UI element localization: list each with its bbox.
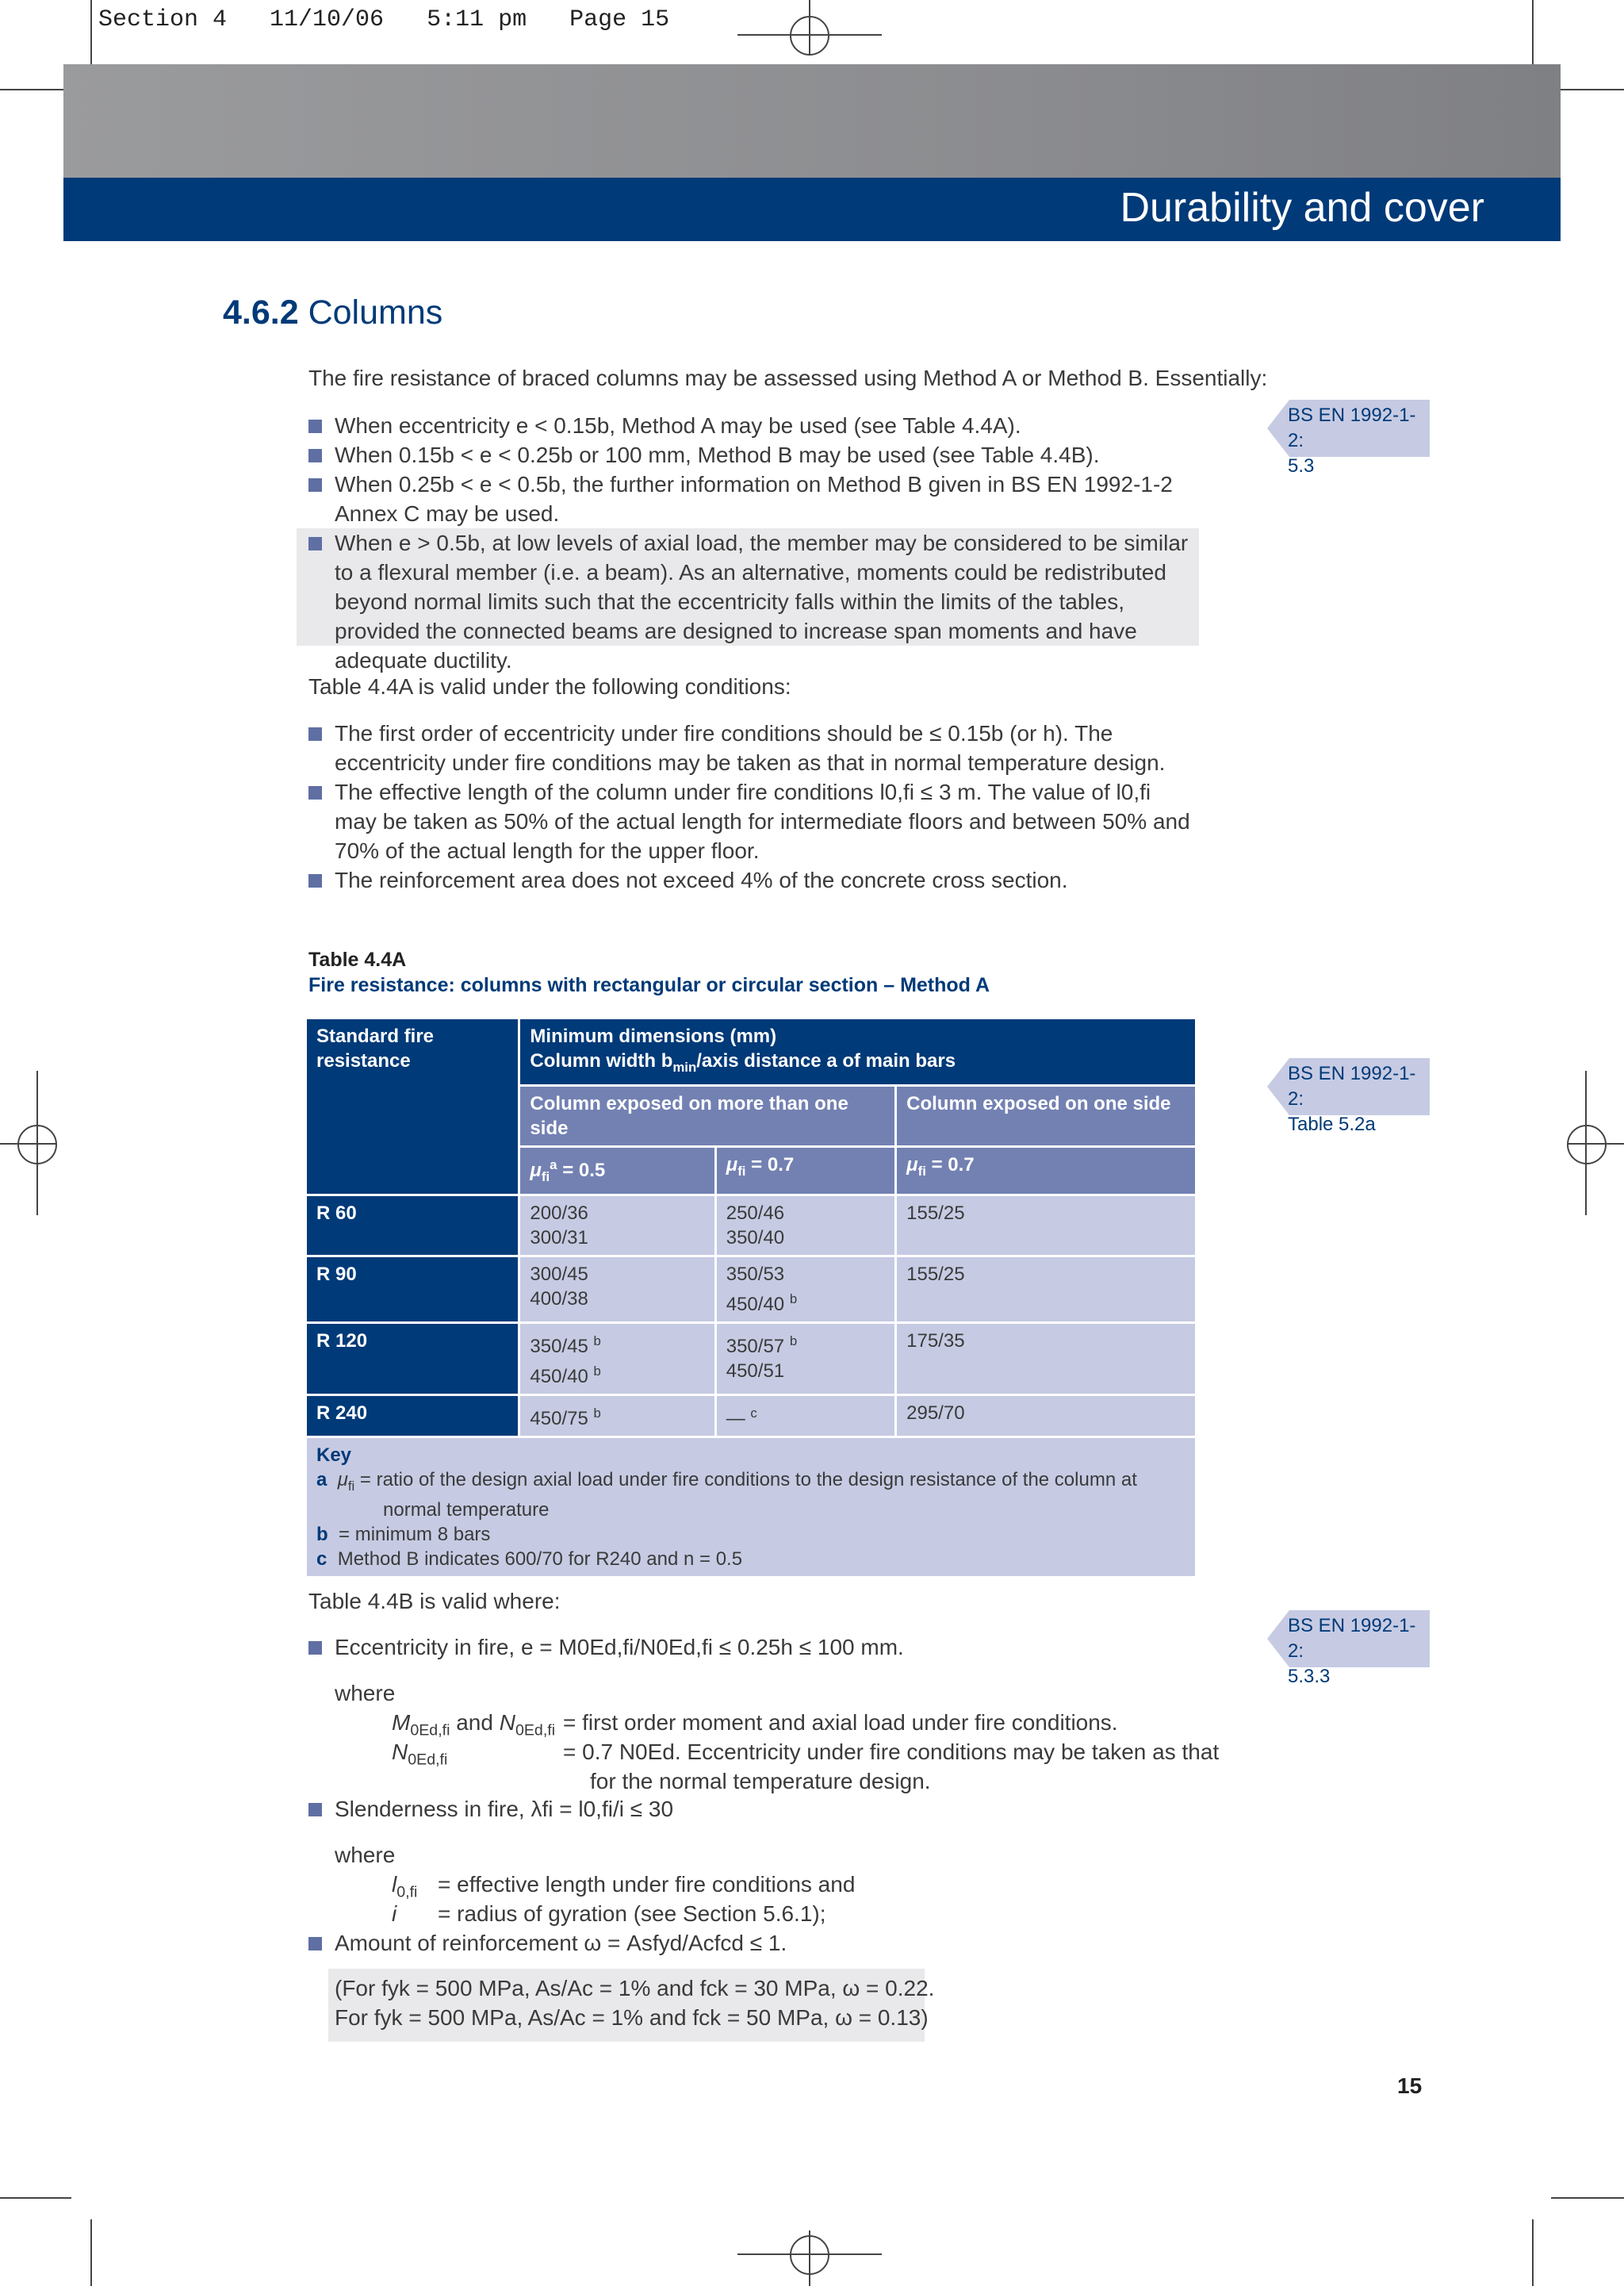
list-item-text: The effective length of the column under fire conditions l0,fi ≤ 3 m. The value of l0,fi may be taken as 50% of the actual length for intermediate floors and between 50% and 70% of the actual length for the upper floor. bbox=[335, 780, 1190, 863]
list-item-text: The reinforcement area does not exceed 4% of the concrete cross section. bbox=[335, 868, 1068, 892]
bullet-square bbox=[308, 1937, 322, 1950]
list-item bbox=[308, 1928, 1197, 1958]
where-label: where bbox=[335, 1681, 396, 1705]
crop-mark bbox=[1551, 2197, 1624, 2199]
crop-mark bbox=[1551, 89, 1624, 90]
header-mu-fi-1: $\mu_{fi}^a = 0.5$ bbox=[519, 1146, 715, 1195]
bullet-square bbox=[308, 727, 322, 741]
paragraph-table4b-validity: Table 4.4B is valid where: bbox=[308, 1589, 561, 1613]
table-cell: 155/25 bbox=[896, 1195, 1197, 1256]
table-row bbox=[306, 1195, 1197, 1256]
key-c: c Method B indicates 600/70 for R240 and n = 0.5 bbox=[316, 1548, 743, 1571]
row-label: R 120 bbox=[306, 1322, 519, 1394]
table-row bbox=[306, 1322, 1197, 1394]
list-item bbox=[308, 1632, 1197, 1662]
crop-mark bbox=[1532, 2219, 1534, 2286]
definition: = radius of gyration (see Section 5.6.1); bbox=[438, 1901, 826, 1926]
table-cell: 250/46 350/40 bbox=[715, 1195, 895, 1256]
page-number: 15 bbox=[1397, 2073, 1423, 2098]
list-item-text: When eccentricity e < 0.15b, Method A may be used (see Table 4.4A). bbox=[335, 413, 1021, 438]
section-heading bbox=[223, 293, 442, 332]
symbol-label: $N_{0Ed,fi}$ bbox=[392, 1739, 448, 1769]
list-item bbox=[308, 440, 1197, 470]
table-caption: Fire resistance: columns with rectangular or circular section – Method A bbox=[308, 974, 990, 996]
list-item bbox=[308, 719, 1197, 777]
symbol-label: $M_{0Ed,fi}$ and $N_{0Ed,fi}$ bbox=[392, 1710, 556, 1739]
print-slug: Section 4 11/10/06 5:11 pm Page 15 bbox=[98, 6, 670, 33]
key-a: a $\mu_{fi}$ = ratio of the design axial load under fire conditions to the design resistance of the column at bbox=[316, 1468, 1137, 1494]
crop-mark bbox=[36, 1071, 38, 1215]
header-standard-fire-resistance: Standard fire resistance bbox=[306, 1018, 519, 1195]
crop-mark bbox=[0, 1143, 56, 1145]
intro-paragraph: The fire resistance of braced columns may be assessed using Method A or Method B. Essentially: bbox=[308, 366, 1268, 390]
crop-mark bbox=[1585, 1071, 1587, 1215]
list-item-text: Amount of reinforcement ω = Asfyd/Acfcd ≤ 1. bbox=[335, 1931, 787, 1955]
definition: for the normal temperature design. bbox=[590, 1769, 931, 1793]
margin-reference bbox=[1267, 1058, 1430, 1135]
chapter-title: Durability and cover bbox=[1120, 185, 1484, 231]
table-cell: 350/45 $^b$ 450/40 $^b$ bbox=[519, 1322, 715, 1394]
table-key bbox=[306, 1436, 1197, 1578]
crop-mark bbox=[1568, 1143, 1624, 1145]
crop-mark bbox=[90, 2219, 92, 2286]
list-item bbox=[308, 777, 1197, 865]
key-a-cont: normal temperature bbox=[383, 1499, 550, 1521]
header-exposed-one-side: Column exposed on one side bbox=[896, 1085, 1197, 1146]
where-label: where bbox=[335, 1843, 396, 1867]
list-item bbox=[308, 470, 1197, 528]
table-cell: 450/75 $^b$ bbox=[519, 1394, 715, 1436]
reference-text: BS EN 1992-1-2: 5.3.3 bbox=[1288, 1615, 1416, 1687]
table-cell: 295/70 bbox=[896, 1394, 1197, 1436]
header-minimum-dimensions: Minimum dimensions (mm) Column width $b_{min}$/axis distance a of main bars bbox=[519, 1018, 1197, 1086]
row-label: R 60 bbox=[306, 1195, 519, 1256]
header-mu-fi-3: $\mu_{fi} = 0.7$ bbox=[896, 1146, 1197, 1195]
crop-mark bbox=[1532, 0, 1534, 67]
row-label: R 240 bbox=[306, 1394, 519, 1436]
table-cell: 350/57 $^b$ 450/51 bbox=[715, 1322, 895, 1394]
header-exposed-more-than-one-side: Column exposed on more than one side bbox=[519, 1085, 896, 1146]
table-row bbox=[306, 1256, 1197, 1322]
bullet-square bbox=[308, 1803, 322, 1816]
crop-mark bbox=[809, 2230, 810, 2286]
reference-text: BS EN 1992-1-2: Table 5.2a bbox=[1288, 1063, 1416, 1135]
list-item-text: Eccentricity in fire, e = M0Ed,fi/N0Ed,fi ≤ 0.25h ≤ 100 mm. bbox=[335, 1635, 904, 1659]
table-row bbox=[306, 1394, 1197, 1436]
bullet-square bbox=[308, 874, 322, 888]
key-title: Key bbox=[316, 1444, 352, 1466]
crop-mark bbox=[90, 0, 92, 67]
margin-reference bbox=[1267, 1610, 1430, 1687]
bullet-square bbox=[308, 420, 322, 433]
list-item-text: When e > 0.5b, at low levels of axial load, the member may be considered to be similar to a flexural member (i.e. a beam). As an alternative, moments could be redistributed beyond normal limits such that the eccentricity falls within the limits of the tables, provided the connected beams are designed to increase span moments and have adequate ductility. bbox=[335, 531, 1189, 673]
crop-mark bbox=[809, 0, 810, 56]
paragraph-table4a-validity: Table 4.4A is valid under the following conditions: bbox=[308, 674, 791, 699]
list-item-text: The first order of eccentricity under fire conditions should be ≤ 0.15b (or h). The eccentricity under fire conditions may be taken as that in normal temperature design. bbox=[335, 721, 1166, 775]
crop-mark bbox=[0, 2197, 71, 2199]
list-item bbox=[308, 1794, 1197, 1824]
list-item bbox=[308, 865, 1197, 895]
list-item-text: Slenderness in fire, λfi = l0,fi/i ≤ 30 bbox=[335, 1797, 674, 1821]
margin-reference bbox=[1267, 400, 1430, 477]
table-cell: 175/35 bbox=[896, 1322, 1197, 1394]
reference-text: BS EN 1992-1-2: 5.3 bbox=[1288, 405, 1416, 477]
list-item bbox=[308, 528, 1197, 675]
list-item bbox=[308, 411, 1197, 440]
table-cell: 300/45 400/38 bbox=[519, 1256, 715, 1322]
table-cell: 350/53 450/40 $^b$ bbox=[715, 1256, 895, 1322]
symbol-label: $l_{0,fi}$ bbox=[392, 1872, 418, 1901]
table-cell: — $^c$ bbox=[715, 1394, 895, 1436]
example-line: For fyk = 500 MPa, As/Ac = 1% and fck = 50 MPa, ω = 0.13) bbox=[335, 2005, 929, 2030]
header-mu-fi-2: $\mu_{fi} = 0.7$ bbox=[715, 1146, 895, 1195]
fire-resistance-table bbox=[304, 1017, 1197, 1578]
definition: = 0.7 N0Ed. Eccentricity under fire conditions may be taken as that bbox=[563, 1739, 1220, 1764]
table-cell: 155/25 bbox=[896, 1256, 1197, 1322]
bullet-square bbox=[308, 449, 322, 462]
bullet-square bbox=[308, 1641, 322, 1655]
section-title: Columns bbox=[308, 293, 443, 332]
bullet-square bbox=[308, 478, 322, 492]
table-cell: 200/36 300/31 bbox=[519, 1195, 715, 1256]
symbol-label: i bbox=[392, 1901, 397, 1926]
definition: = effective length under fire conditions and bbox=[438, 1872, 856, 1897]
crop-mark bbox=[0, 89, 71, 90]
example-line: (For fyk = 500 MPa, As/Ac = 1% and fck = 30 MPa, ω = 0.22. bbox=[335, 1976, 935, 2000]
bullet-square bbox=[308, 786, 322, 800]
registration-mark bbox=[1567, 1125, 1607, 1164]
key-b: b = minimum 8 bars bbox=[316, 1524, 491, 1546]
bullet-square bbox=[308, 537, 322, 550]
table-label: Table 4.4A bbox=[308, 949, 407, 971]
list-item-text: When 0.15b < e < 0.25b or 100 mm, Method B may be used (see Table 4.4B). bbox=[335, 443, 1100, 467]
row-label: R 90 bbox=[306, 1256, 519, 1322]
definition: = first order moment and axial load under fire conditions. bbox=[563, 1710, 1118, 1735]
list-item-text: When 0.25b < e < 0.5b, the further information on Method B given in BS EN 1992-1-2 Annex C may be used. bbox=[335, 472, 1173, 526]
section-number: 4.6.2 bbox=[223, 293, 299, 332]
header-banner-grey bbox=[63, 64, 1561, 178]
